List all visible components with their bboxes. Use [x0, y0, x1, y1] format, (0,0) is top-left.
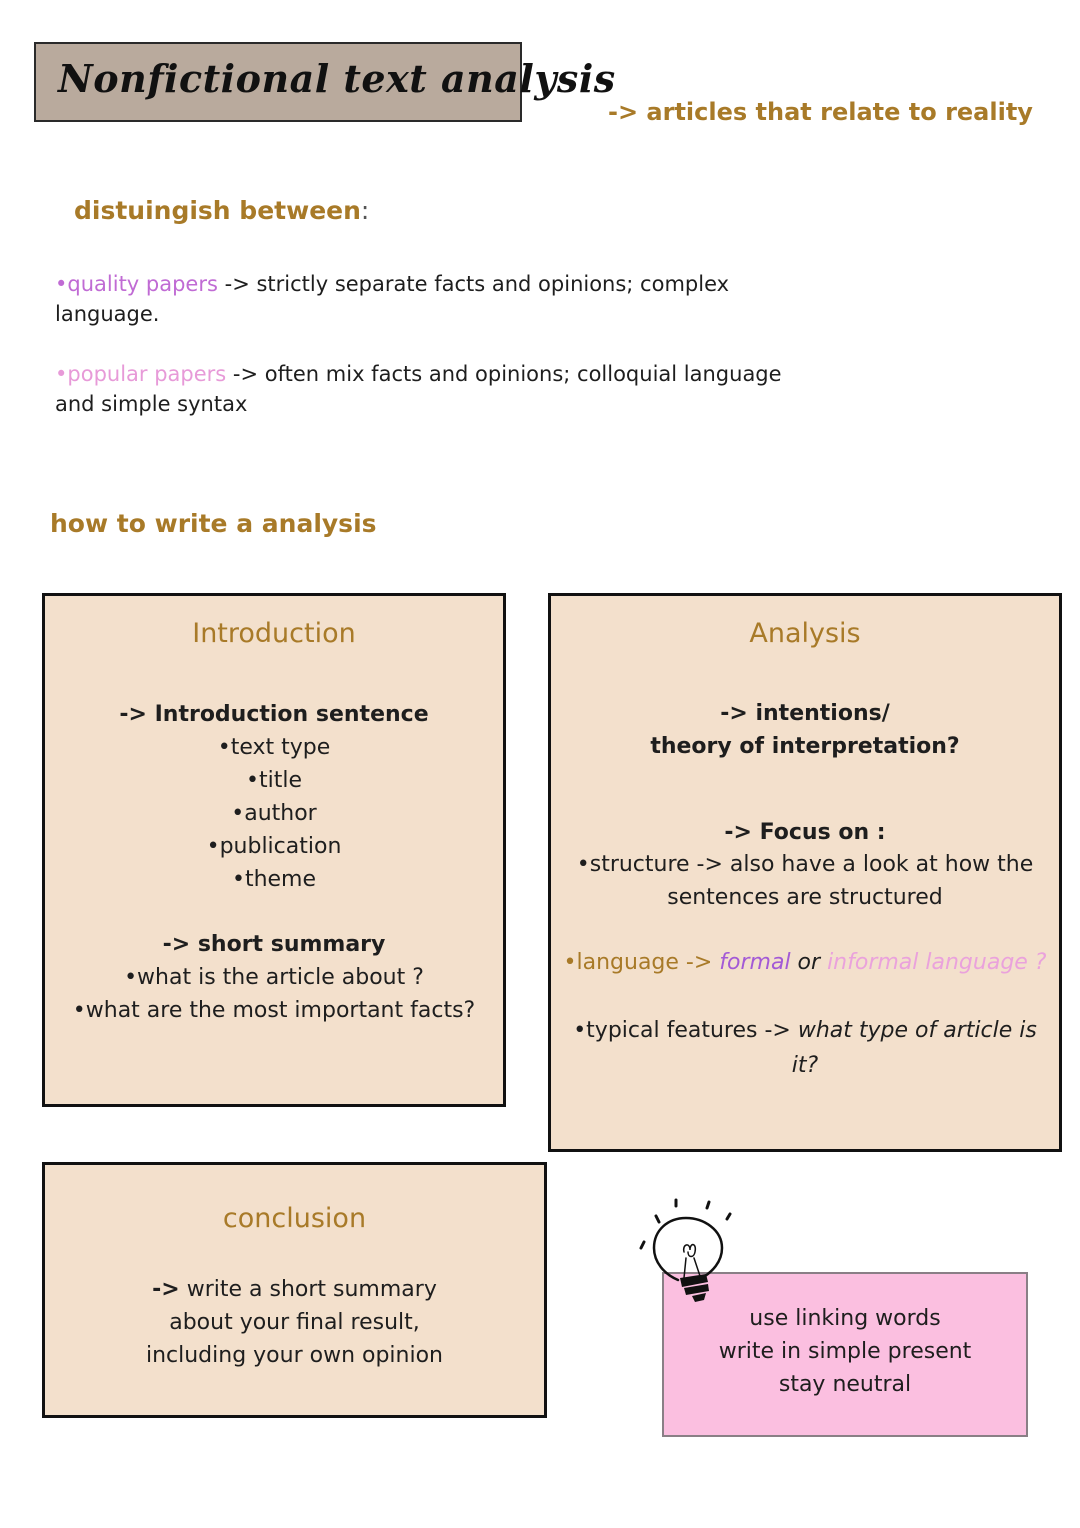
- intro-item: •title: [246, 768, 302, 793]
- intentions-line: theory of interpretation?: [650, 734, 960, 759]
- features-italic: what type of article is: [797, 1018, 1037, 1043]
- how-to-heading: how to write a analysis: [50, 509, 377, 538]
- popular-papers-desc-cont: and simple syntax: [55, 392, 248, 416]
- distinguish-heading-colon: :: [360, 196, 370, 225]
- conclusion-title: conclusion: [222, 1203, 367, 1234]
- structure-line: sentences are structured: [667, 885, 943, 910]
- structure-line: •structure -> also have a look at how the: [576, 852, 1034, 877]
- summary-heading: -> short summary: [162, 932, 386, 957]
- language-formal: formal: [719, 950, 791, 975]
- language-or: or: [790, 950, 828, 975]
- focus-heading: -> Focus on :: [724, 820, 886, 845]
- introduction-title: Introduction: [192, 618, 356, 649]
- language-question: ?: [1027, 950, 1047, 975]
- intro-item: •text type: [217, 735, 331, 760]
- title-box: [34, 42, 616, 122]
- language-informal: informal language: [827, 950, 1028, 975]
- tip-item: use linking words: [749, 1306, 941, 1331]
- intro-item: •author: [231, 801, 317, 826]
- bullet: •: [55, 272, 68, 296]
- summary-item: •what is the article about ?: [124, 965, 424, 990]
- summary-item: •what are the most important facts?: [72, 998, 476, 1023]
- quality-papers-desc: -> strictly separate facts and opinions; complex: [217, 272, 730, 296]
- quality-papers-desc-cont: language.: [55, 302, 160, 326]
- features-prefix: •typical features ->: [573, 1018, 798, 1043]
- introduction-card: [42, 593, 506, 1107]
- lightbulb-icon: [634, 1192, 744, 1304]
- tip-item: write in simple present: [718, 1339, 972, 1364]
- analysis-title: Analysis: [749, 618, 861, 649]
- term-quality-papers: quality papers: [67, 272, 218, 296]
- subtitle: -> articles that relate to reality: [608, 98, 1033, 126]
- distinguish-heading: [74, 196, 369, 225]
- conclusion-line: [45, 1273, 544, 1306]
- term-popular-papers: popular papers: [67, 362, 227, 386]
- conclusion-text: write a short summary: [179, 1277, 437, 1302]
- language-prefix: •language ->: [563, 950, 720, 975]
- popular-papers-desc: -> often mix facts and opinions; colloquial language: [226, 362, 782, 386]
- intro-item: •publication: [206, 834, 342, 859]
- distinguish-heading-text: distuingish between: [74, 196, 361, 225]
- popular-papers-item: [55, 359, 815, 419]
- intro-item: •theme: [231, 867, 317, 892]
- conclusion-card: [42, 1162, 547, 1418]
- page-title: Nonfictional text analysis: [58, 56, 616, 101]
- tip-item: stay neutral: [778, 1372, 912, 1397]
- quality-papers-item: [55, 269, 815, 329]
- features-line-cont: it?: [791, 1053, 819, 1078]
- conclusion-arrow: ->: [152, 1277, 180, 1302]
- features-line: [551, 1014, 1059, 1047]
- intro-sentence-heading: -> Introduction sentence: [119, 702, 429, 727]
- bullet: •: [55, 362, 68, 386]
- conclusion-line: including your own opinion: [145, 1343, 444, 1368]
- conclusion-line: about your final result,: [169, 1310, 420, 1335]
- language-line: [551, 946, 1059, 979]
- intentions-line: -> intentions/: [720, 701, 890, 726]
- analysis-card: [548, 593, 1062, 1152]
